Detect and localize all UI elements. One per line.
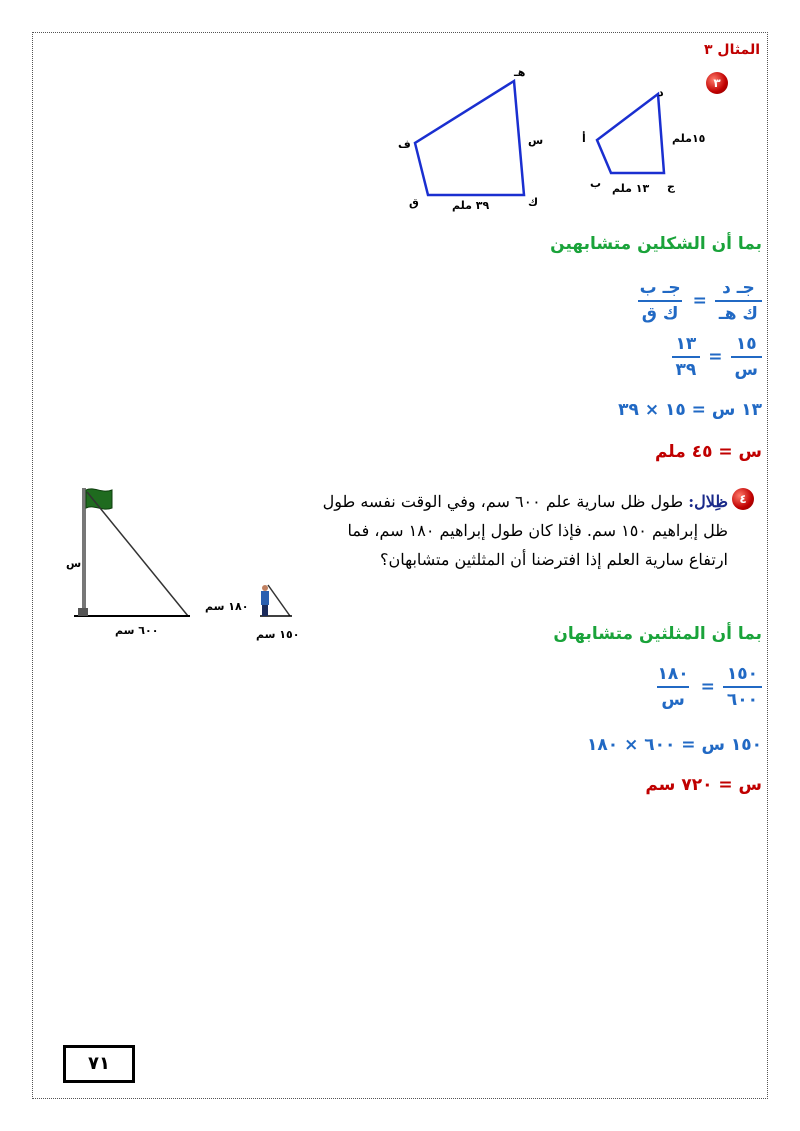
page-number: ٧١ (63, 1045, 135, 1083)
vertex-label-h: هـ (514, 66, 526, 79)
ratio-equation-3 (653, 664, 762, 710)
fraction-numerator: ١٣ (675, 334, 697, 354)
fraction-denominator: ك ق (638, 300, 683, 324)
vertex-label-j: ج (667, 180, 675, 193)
large-side-label: س (528, 134, 544, 147)
solution1-heading: بما أن الشكلين متشابهين (550, 234, 762, 254)
similar-quadrilaterals-figure (390, 75, 730, 220)
vertex-label-f: ف (398, 138, 411, 151)
pole-base (78, 608, 88, 616)
problem-text-block (318, 487, 728, 574)
result-1: س = ٤٥ ملم (654, 442, 762, 462)
fraction-denominator: ك هـ (715, 300, 762, 324)
large-quadrilateral (415, 81, 524, 195)
vertex-label-d: د (658, 86, 664, 99)
equals-sign: = (692, 291, 707, 311)
solution2-heading: بما أن المثلثين متشابهان (553, 624, 762, 644)
vertex-label-q: ق (409, 196, 419, 209)
fraction-numerator: ١٥ (735, 334, 757, 354)
fraction-numerator: ١٥٠ (726, 664, 758, 684)
vertex-label-a: أ (582, 132, 586, 145)
fraction-180-x (653, 664, 692, 710)
vertex-label-k: ك (528, 196, 539, 209)
man-height-label: ١٨٠ سم (205, 600, 249, 613)
fraction-denominator: ٦٠٠ (723, 686, 762, 710)
vertex-label-b: ب (590, 177, 602, 190)
problem-badge: ٤ (732, 488, 754, 510)
result-2: س = ٧٢٠ سم (645, 775, 762, 795)
fraction-denominator: ٣٩ (672, 356, 701, 380)
man-body (261, 591, 269, 605)
equals-sign: = (708, 347, 723, 367)
example-badge: ٣ (706, 72, 728, 94)
man-head (262, 585, 268, 591)
small-bottom-label: ١٣ ملم (612, 182, 650, 195)
small-quadrilateral (597, 94, 664, 173)
fraction-denominator: س (731, 356, 762, 380)
flagpole-shadow-figure (60, 480, 310, 640)
pole-shadow-label: ٦٠٠ سم (115, 624, 159, 637)
fraction-denominator: س (657, 686, 688, 710)
fraction-numerator: ١٨٠ (657, 664, 689, 684)
ratio-equation-2 (672, 334, 762, 380)
cross-multiplication-2: ١٥٠ س = ٦٠٠ × ١٨٠ (587, 735, 762, 755)
man-shadow-hypotenuse (268, 585, 290, 616)
cross-multiplication-1: ١٣ س = ١٥ × ٣٩ (618, 400, 762, 420)
problem-keyword: ظِلال: (688, 492, 728, 511)
pole-shadow-hypotenuse (87, 492, 188, 616)
problem-text: طول ظل سارية علم ٦٠٠ سم، وفي الوقت نفسه طول ظل إبراهيم ١٥٠ سم. فإذا كان طول إبراهيم ١٨٠ سم، فما ارتفاع سارية العلم إذا افترضنا أن المثلثين متشابهان؟ (322, 492, 728, 569)
fraction-jd-kh (715, 278, 762, 324)
example-title: المثال ٣ (704, 42, 760, 58)
man-shadow-label: ١٥٠ سم (256, 628, 300, 641)
large-bottom-label: ٣٩ ملم (452, 199, 490, 212)
ratio-equation-1 (636, 278, 762, 324)
small-side-label: ١٥ملم (672, 132, 706, 145)
fraction-numerator: جـ د (722, 278, 755, 298)
man-legs (262, 605, 268, 616)
pole-height-label: س (66, 557, 82, 570)
equals-sign: = (700, 677, 715, 697)
fraction-15-x (731, 334, 762, 380)
fraction-numerator: جـ ب (639, 278, 681, 298)
fraction-150-600 (723, 664, 762, 710)
fraction-13-39 (672, 334, 701, 380)
fraction-jb-kq (636, 278, 685, 324)
